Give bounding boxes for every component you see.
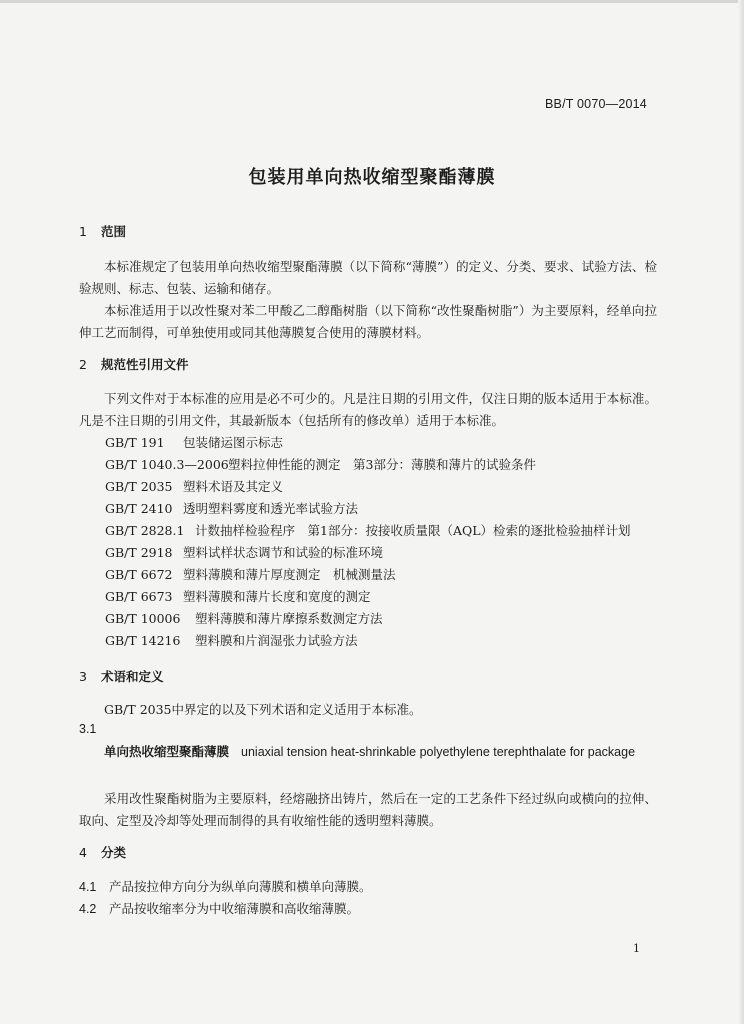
- reference-code: GB/T 1040.3—2006: [105, 457, 229, 472]
- reference-item: [105, 631, 358, 649]
- reference-item: [105, 521, 631, 539]
- reference-item: [105, 455, 536, 473]
- section-4-heading: [79, 843, 126, 861]
- reference-title: 透明塑料雾度和透光率试验方法: [183, 501, 359, 516]
- item-number: 4.1: [79, 880, 97, 894]
- standard-code: BB/T 0070—2014: [545, 97, 647, 111]
- section-1-heading: [79, 222, 126, 240]
- section-number: 1: [79, 224, 87, 239]
- reference-item: [105, 609, 383, 627]
- reference-code: GB/T 2035: [105, 479, 173, 494]
- reference-code: GB/T 14216: [105, 633, 181, 648]
- section-1-paragraph-1: 本标准规定了包装用单向热收缩型聚酯薄膜（以下简称“薄膜”）的定义、分类、要求、试验方法、检验规则、标志、包装、运输和储存。: [79, 259, 657, 296]
- section-3-heading: [79, 667, 164, 685]
- reference-item: [105, 587, 371, 605]
- term-entry: [79, 741, 657, 763]
- reference-title: 塑料膜和片润湿张力试验方法: [195, 633, 358, 648]
- reference-title: 塑料试样状态调节和试验的标准环境: [183, 545, 384, 560]
- section-3-intro: GB/T 2035中界定的以及下列术语和定义适用于本标准。: [104, 702, 422, 717]
- term-english: uniaxial tension heat-shrinkable polyethylene terephthalate for package: [241, 745, 636, 759]
- section-title: 分类: [101, 845, 127, 860]
- classification-item: [79, 877, 372, 895]
- reference-code: GB/T 6672: [105, 567, 173, 582]
- item-text: 产品按拉伸方向分为纵单向薄膜和横单向薄膜。: [109, 879, 372, 894]
- section-title: 规范性引用文件: [101, 357, 189, 372]
- reference-code: GB/T 191: [105, 435, 165, 450]
- page-number: 1: [633, 942, 640, 955]
- reference-item: [105, 543, 383, 561]
- section-title: 范围: [101, 224, 127, 239]
- section-number: 3: [79, 669, 87, 684]
- section-number: 4: [79, 845, 87, 860]
- scan-edge-top: [0, 0, 744, 3]
- term-definition: 采用改性聚酯树脂为主要原料，经熔融挤出铸片，然后在一定的工艺条件下经过纵向或横向的拉伸、取向、定型及冷却等处理而制得的具有收缩性能的透明塑料薄膜。: [79, 791, 657, 828]
- reference-item: [105, 433, 283, 451]
- reference-title: 塑料拉伸性能的测定 第3部分：薄膜和薄片的试验条件: [228, 457, 536, 472]
- reference-code: GB/T 2918: [105, 545, 173, 560]
- section-title: 术语和定义: [101, 669, 164, 684]
- reference-code: GB/T 6673: [105, 589, 173, 604]
- document-title: 包装用单向热收缩型聚酯薄膜: [248, 167, 496, 188]
- reference-title: 计数抽样检验程序 第1部分：按接收质量限（AQL）检索的逐批检验抽样计划: [195, 523, 631, 538]
- clause-number: 3.1: [79, 722, 97, 736]
- reference-code: GB/T 2410: [105, 501, 173, 516]
- item-number: 4.2: [79, 902, 97, 916]
- term-chinese: 单向热收缩型聚酯薄膜: [104, 744, 230, 759]
- reference-title: 包装储运图示标志: [183, 435, 284, 450]
- section-1-paragraph-2: 本标准适用于以改性聚对苯二甲酸乙二醇酯树脂（以下简称“改性聚酯树脂”）为主要原料，经单向拉伸工艺而制得，可单独使用或同其他薄膜复合使用的薄膜材料。: [79, 303, 657, 340]
- reference-item: [105, 499, 358, 517]
- reference-title: 塑料术语及其定义: [183, 479, 284, 494]
- reference-title: 塑料薄膜和薄片长度和宽度的测定: [183, 589, 371, 604]
- reference-title: 塑料薄膜和薄片摩擦系数测定方法: [195, 611, 383, 626]
- reference-item: [105, 477, 283, 495]
- classification-item: [79, 899, 359, 917]
- item-text: 产品按收缩率分为中收缩薄膜和高收缩薄膜。: [109, 901, 360, 916]
- section-2-intro: 下列文件对于本标准的应用是必不可少的。凡是注日期的引用文件，仅注日期的版本适用于本标准。凡是不注日期的引用文件，其最新版本（包括所有的修改单）适用于本标准。: [79, 391, 657, 428]
- reference-title: 塑料薄膜和薄片厚度测定 机械测量法: [183, 567, 396, 582]
- section-2-heading: [79, 355, 189, 373]
- scan-edge-right: [738, 0, 744, 1024]
- reference-item: [105, 565, 396, 583]
- reference-code: GB/T 2828.1: [105, 523, 185, 538]
- reference-code: GB/T 10006: [105, 611, 181, 626]
- section-number: 2: [79, 357, 87, 372]
